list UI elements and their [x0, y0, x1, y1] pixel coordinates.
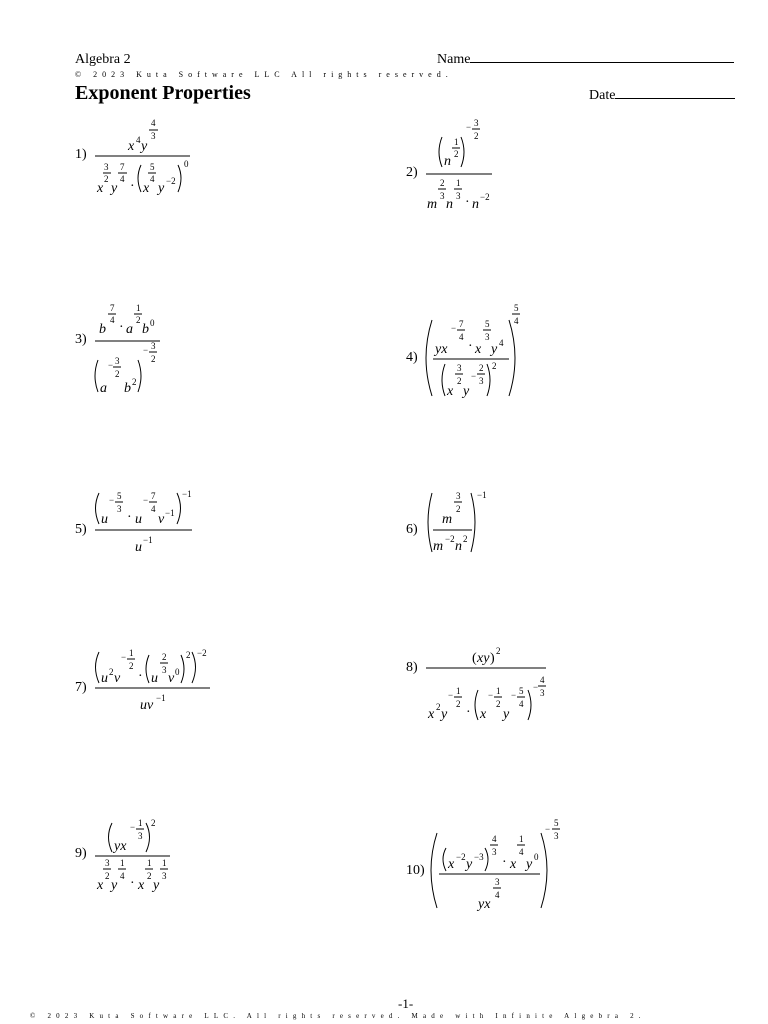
- svg-text:1: 1: [120, 858, 125, 868]
- svg-text:4: 4: [495, 890, 500, 900]
- svg-text:7: 7: [459, 319, 464, 329]
- svg-text:y: y: [111, 878, 118, 893]
- svg-text:2: 2: [474, 131, 479, 141]
- svg-text:·: ·: [138, 669, 143, 684]
- header-copyright: © 2023 Kuta Software LLC All rights reserved.: [75, 70, 453, 79]
- svg-text:m: m: [427, 197, 438, 212]
- svg-text:−: −: [533, 682, 539, 692]
- svg-text:b: b: [142, 322, 149, 337]
- problem-number: 6): [406, 522, 418, 537]
- name-label: Name: [437, 52, 471, 67]
- svg-text:−: −: [451, 323, 457, 333]
- svg-text:4: 4: [150, 174, 155, 184]
- svg-text:·: ·: [502, 855, 507, 870]
- problem-5-expression: [95, 489, 192, 555]
- svg-text:2: 2: [463, 534, 468, 544]
- svg-text:1: 1: [147, 858, 152, 868]
- svg-text:4: 4: [151, 504, 156, 514]
- svg-text:5: 5: [554, 818, 559, 828]
- svg-text:1: 1: [456, 178, 461, 188]
- svg-text:2: 2: [105, 871, 110, 881]
- svg-text:−1: −1: [143, 535, 153, 545]
- problem-10-expression: [431, 818, 560, 912]
- svg-text:−1: −1: [156, 693, 166, 703]
- svg-text:0: 0: [175, 667, 180, 677]
- svg-text:y: y: [158, 181, 165, 196]
- svg-text:u: u: [151, 671, 158, 686]
- svg-text:−: −: [108, 360, 114, 370]
- svg-text:−: −: [130, 822, 136, 832]
- svg-text:4: 4: [120, 871, 125, 881]
- svg-text:3: 3: [456, 191, 461, 201]
- svg-text:(: (: [472, 651, 477, 666]
- svg-text:3: 3: [162, 665, 167, 675]
- problem-number: 1): [75, 147, 87, 162]
- svg-text:1: 1: [136, 303, 141, 313]
- svg-text:1: 1: [129, 648, 134, 658]
- svg-text:n: n: [472, 197, 479, 212]
- svg-text:y: y: [503, 707, 510, 722]
- svg-text:0: 0: [150, 318, 155, 328]
- svg-text:4: 4: [459, 332, 464, 342]
- svg-text:0: 0: [184, 159, 189, 169]
- svg-text:2: 2: [132, 377, 137, 387]
- svg-text:uv: uv: [140, 698, 154, 713]
- svg-text:−2: −2: [445, 534, 455, 544]
- svg-text:2: 2: [129, 661, 134, 671]
- svg-text:b: b: [99, 322, 106, 337]
- svg-text:y: y: [463, 384, 470, 399]
- svg-text:2: 2: [457, 376, 462, 386]
- svg-text:2: 2: [151, 818, 156, 828]
- svg-text:·: ·: [127, 510, 132, 525]
- problem-2-expression: [426, 118, 492, 212]
- svg-text:x: x: [428, 707, 435, 722]
- svg-text:x: x: [128, 139, 135, 154]
- svg-text:3: 3: [138, 831, 143, 841]
- svg-text:y: y: [111, 181, 118, 196]
- svg-text:·: ·: [465, 195, 470, 210]
- svg-text:3: 3: [495, 877, 500, 887]
- svg-text:−: −: [511, 690, 517, 700]
- svg-text:3: 3: [151, 131, 156, 141]
- svg-text:y: y: [153, 878, 160, 893]
- svg-text:2: 2: [151, 354, 156, 364]
- problem-9-expression: [95, 818, 170, 893]
- svg-text:2: 2: [440, 178, 445, 188]
- svg-text:x: x: [510, 857, 517, 872]
- problem-1-expression: [95, 118, 190, 196]
- svg-text:yx: yx: [435, 342, 448, 357]
- svg-text:v: v: [158, 512, 165, 527]
- svg-text:n: n: [455, 539, 462, 554]
- problem-6-expression: [428, 490, 487, 554]
- svg-text:u: u: [135, 540, 142, 555]
- svg-text:x: x: [143, 181, 150, 196]
- svg-text:): ): [490, 651, 495, 666]
- svg-text:x: x: [480, 707, 487, 722]
- svg-text:2: 2: [162, 652, 167, 662]
- svg-text:5: 5: [519, 686, 524, 696]
- svg-text:3: 3: [492, 847, 497, 857]
- svg-text:2: 2: [147, 871, 152, 881]
- svg-text:3: 3: [162, 871, 167, 881]
- svg-text:3: 3: [457, 363, 462, 373]
- svg-text:3: 3: [440, 191, 445, 201]
- svg-text:3: 3: [115, 356, 120, 366]
- svg-text:xy: xy: [477, 651, 490, 666]
- svg-text:−1: −1: [182, 489, 192, 499]
- svg-text:·: ·: [130, 179, 135, 194]
- svg-text:2: 2: [454, 149, 459, 159]
- svg-text:4: 4: [120, 174, 125, 184]
- svg-text:5: 5: [514, 303, 519, 313]
- svg-text:5: 5: [485, 319, 490, 329]
- svg-text:x: x: [97, 878, 104, 893]
- svg-text:2: 2: [115, 369, 120, 379]
- svg-text:u: u: [135, 512, 142, 527]
- svg-text:y: y: [441, 707, 448, 722]
- svg-text:3: 3: [479, 376, 484, 386]
- svg-text:3: 3: [151, 341, 156, 351]
- svg-text:·: ·: [468, 339, 473, 354]
- problem-number: 8): [406, 660, 418, 675]
- svg-text:−: −: [466, 122, 472, 132]
- svg-text:yx: yx: [478, 897, 491, 912]
- svg-text:1: 1: [456, 686, 461, 696]
- svg-text:−: −: [545, 824, 551, 834]
- svg-text:·: ·: [466, 705, 471, 720]
- svg-text:4: 4: [540, 675, 545, 685]
- svg-text:1: 1: [138, 818, 143, 828]
- svg-text:−: −: [109, 495, 115, 505]
- problem-number: 2): [406, 165, 418, 180]
- svg-text:5: 5: [150, 162, 155, 172]
- svg-text:4: 4: [519, 699, 524, 709]
- problem-number: 3): [75, 332, 87, 347]
- svg-text:x: x: [448, 857, 455, 872]
- svg-text:3: 3: [554, 831, 559, 841]
- date-label: Date: [589, 88, 616, 103]
- svg-text:2: 2: [456, 504, 461, 514]
- svg-text:−: −: [471, 371, 477, 381]
- svg-text:1: 1: [496, 686, 501, 696]
- problem-number: 4): [406, 350, 418, 365]
- svg-text:−: −: [488, 690, 494, 700]
- svg-text:3: 3: [485, 332, 490, 342]
- problem-number: 10): [406, 863, 425, 878]
- svg-text:4: 4: [151, 118, 156, 128]
- svg-text:2: 2: [436, 702, 441, 712]
- svg-text:−: −: [143, 495, 149, 505]
- svg-text:2: 2: [479, 363, 484, 373]
- svg-text:−: −: [143, 345, 149, 355]
- svg-text:3: 3: [540, 688, 545, 698]
- svg-text:7: 7: [151, 491, 156, 501]
- svg-text:2: 2: [109, 667, 114, 677]
- problem-7-expression: [95, 648, 210, 713]
- svg-text:−: −: [448, 690, 454, 700]
- svg-text:y: y: [141, 139, 148, 154]
- svg-text:u: u: [101, 671, 108, 686]
- problem-8-expression: [426, 646, 546, 722]
- course-name: Algebra 2: [75, 52, 131, 67]
- svg-text:n: n: [446, 197, 453, 212]
- problem-number: 5): [75, 522, 87, 537]
- svg-text:y: y: [491, 342, 498, 357]
- svg-text:x: x: [447, 384, 454, 399]
- svg-text:7: 7: [120, 162, 125, 172]
- svg-text:m: m: [433, 539, 444, 554]
- svg-text:3: 3: [456, 491, 461, 501]
- svg-text:b: b: [124, 381, 131, 396]
- svg-text:n: n: [444, 154, 451, 169]
- svg-text:v: v: [168, 671, 175, 686]
- svg-text:4: 4: [136, 135, 141, 145]
- svg-text:−2: −2: [456, 852, 466, 862]
- svg-text:2: 2: [496, 646, 501, 656]
- svg-text:−: −: [121, 652, 127, 662]
- svg-text:4: 4: [110, 315, 115, 325]
- svg-text:y: y: [466, 857, 473, 872]
- svg-text:2: 2: [496, 699, 501, 709]
- svg-text:5: 5: [117, 491, 122, 501]
- svg-text:3: 3: [117, 504, 122, 514]
- svg-text:4: 4: [519, 847, 524, 857]
- svg-text:4: 4: [492, 834, 497, 844]
- svg-text:v: v: [114, 671, 121, 686]
- svg-text:m: m: [442, 512, 453, 527]
- svg-text:3: 3: [104, 162, 109, 172]
- svg-text:a: a: [126, 322, 133, 337]
- svg-text:u: u: [101, 512, 108, 527]
- svg-text:4: 4: [514, 316, 519, 326]
- svg-text:2: 2: [186, 650, 191, 660]
- svg-text:7: 7: [110, 303, 115, 313]
- svg-text:4: 4: [499, 338, 504, 348]
- svg-text:−3: −3: [474, 852, 484, 862]
- problem-4-expression: [426, 303, 520, 399]
- svg-text:yx: yx: [114, 839, 127, 854]
- svg-text:y: y: [526, 857, 533, 872]
- page-number: -1-: [398, 996, 414, 1011]
- svg-text:x: x: [138, 878, 145, 893]
- svg-text:2: 2: [136, 315, 141, 325]
- svg-text:−2: −2: [197, 648, 207, 658]
- svg-text:3: 3: [105, 858, 110, 868]
- svg-text:−2: −2: [480, 192, 490, 202]
- svg-text:−1: −1: [477, 490, 487, 500]
- svg-text:2: 2: [104, 174, 109, 184]
- svg-text:2: 2: [456, 699, 461, 709]
- svg-text:2: 2: [492, 361, 497, 371]
- svg-text:a: a: [100, 381, 107, 396]
- svg-text:0: 0: [534, 852, 539, 862]
- svg-text:x: x: [475, 342, 482, 357]
- svg-text:1: 1: [454, 137, 459, 147]
- problem-3-expression: [95, 303, 160, 396]
- footer-copyright: © 2023 Kuta Software LLC. All rights reserved. Made with Infinite Algebra 2.: [30, 1012, 646, 1020]
- problem-number: 9): [75, 846, 87, 861]
- svg-text:1: 1: [162, 858, 167, 868]
- svg-text:3: 3: [474, 118, 479, 128]
- svg-text:·: ·: [119, 320, 124, 335]
- problem-number: 7): [75, 680, 87, 695]
- svg-text:1: 1: [519, 834, 524, 844]
- svg-text:x: x: [97, 181, 104, 196]
- svg-text:−2: −2: [166, 176, 176, 186]
- svg-text:·: ·: [130, 876, 135, 891]
- worksheet-title: Exponent Properties: [75, 82, 251, 104]
- svg-text:−1: −1: [165, 508, 175, 518]
